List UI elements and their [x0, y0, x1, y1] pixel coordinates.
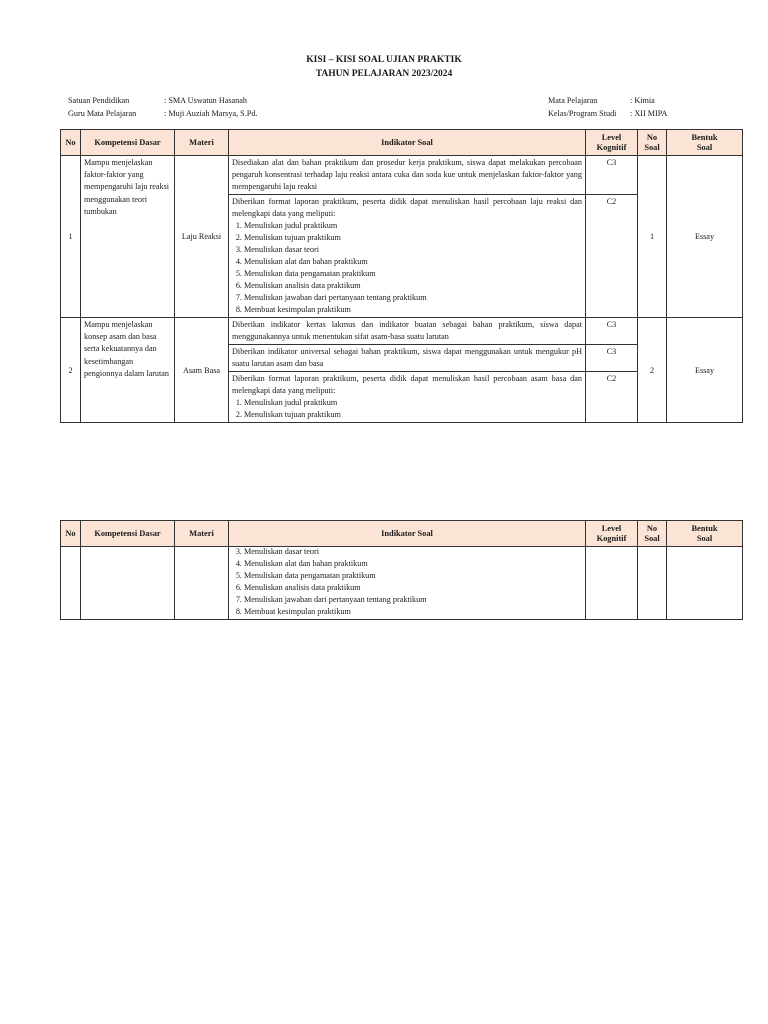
table-row	[61, 547, 743, 620]
cell-bentuk-soal	[667, 547, 743, 620]
meta-value: : Muji Auziah Marsya, S.Pd.	[164, 109, 258, 118]
header-kompetensi-dasar: Kompetensi Dasar	[81, 130, 175, 156]
meta-satuan-pendidikan	[68, 94, 257, 107]
list-item: 3. Menuliskan dasar teori	[244, 546, 582, 558]
meta-right	[548, 94, 667, 120]
header-no: No	[61, 521, 81, 547]
header-text: Bentuk	[691, 132, 718, 142]
indikator-list	[232, 220, 582, 316]
meta-guru	[68, 107, 257, 120]
cell-materi	[175, 547, 229, 620]
list-item: 8. Membuat kesimpulan praktikum	[244, 606, 582, 618]
cell-indikator	[229, 547, 586, 620]
cell-indikator: Diberikan indikator kertas lakmus dan indikator buatan sebagai bahan praktikum, siswa dapat menggunakannya untuk menentukan sifat asam-basa suatu larutan	[229, 318, 586, 345]
header-text: Soal	[696, 142, 713, 152]
meta-label: Kelas/Program Studi	[548, 109, 617, 118]
header-kompetensi-dasar: Kompetensi Dasar	[81, 521, 175, 547]
header-level-kognitif	[586, 521, 638, 547]
meta-label: Satuan Pendidikan	[68, 96, 130, 105]
list-item: 2. Menuliskan tujuan praktikum	[244, 232, 582, 244]
header-text: No	[646, 132, 658, 142]
meta-label: Guru Mata Pelajaran	[68, 109, 137, 118]
cell-no: 2	[61, 318, 81, 423]
header-text: Kognitif	[596, 142, 627, 152]
cell-indikator	[229, 195, 586, 318]
document-title: KISI – KISI SOAL UJIAN PRAKTIK	[306, 55, 462, 65]
table-header-row	[61, 521, 743, 547]
list-item: 6. Menuliskan analisis data praktikum	[244, 280, 582, 292]
indikator-list	[232, 397, 582, 421]
cell-kompetensi-dasar: Mampu menjelaskan faktor-faktor yang mempengaruhi laju reaksi menggunakan teori tumbukan	[81, 156, 175, 318]
meta-value: : XII MIPA	[630, 109, 668, 118]
header-no-soal	[638, 521, 667, 547]
list-item: 6. Menuliskan analisis data praktikum	[244, 582, 582, 594]
cell-no-soal: 2	[638, 318, 667, 423]
header-text: Level	[601, 132, 622, 142]
cell-level: C3	[586, 318, 638, 345]
cell-bentuk-soal: Essay	[667, 318, 743, 423]
header-text: Kognitif	[596, 533, 627, 543]
table-row	[61, 318, 743, 345]
header-bentuk-soal	[667, 521, 743, 547]
header-level-kognitif	[586, 130, 638, 156]
kisi-table	[60, 129, 743, 423]
cell-indikator	[229, 372, 586, 423]
meta-value: : SMA Uswatun Hasanah	[164, 96, 248, 105]
cell-no: 1	[61, 156, 81, 318]
indikator-text: Diberikan format laporan praktikum, peserta didik dapat menuliskan hasil percobaan asam basa dan melengkapi data yang meliputi:	[232, 374, 582, 395]
cell-bentuk-soal: Essay	[667, 156, 743, 318]
meta-value: : Kimia	[630, 96, 655, 105]
cell-no-soal: 1	[638, 156, 667, 318]
cell-level: C2	[586, 195, 638, 318]
cell-indikator: Diberikan indikator universal sebagai bahan praktikum, siswa dapat menggunakan untuk mengukur pH suatu larutan asam dan basa	[229, 345, 586, 372]
header-materi: Materi	[175, 521, 229, 547]
cell-level: C2	[586, 372, 638, 423]
document-subtitle: TAHUN PELAJARAN 2023/2024	[315, 69, 453, 79]
table-row	[61, 156, 743, 195]
header-bentuk-soal	[667, 130, 743, 156]
cell-materi: Asam Basa	[175, 318, 229, 423]
table-header-row	[61, 130, 743, 156]
list-item: 4. Menuliskan alat dan bahan praktikum	[244, 256, 582, 268]
list-item: 7. Menuliskan jawaban dari pertanyaan tentang praktikum	[244, 292, 582, 304]
header-text: Soal	[644, 142, 660, 152]
cell-materi: Laju Reaksi	[175, 156, 229, 318]
cell-no-soal	[638, 547, 667, 620]
header-no-soal	[638, 130, 667, 156]
header-text: Soal	[696, 533, 713, 543]
header-text: Soal	[644, 533, 660, 543]
header-indikator-soal: Indikator Soal	[229, 130, 586, 156]
cell-kompetensi-dasar	[81, 547, 175, 620]
meta-mata-pelajaran	[548, 94, 667, 107]
cell-level: C3	[586, 345, 638, 372]
cell-level	[586, 547, 638, 620]
meta-left	[68, 94, 257, 120]
header-no: No	[61, 130, 81, 156]
list-item: 1. Menuliskan judul praktikum	[244, 220, 582, 232]
indikator-text: Diberikan format laporan praktikum, peserta didik dapat menuliskan hasil percobaan laju reaksi dan melengkapi data yang meliputi:	[232, 197, 582, 218]
list-item: 1. Menuliskan judul praktikum	[244, 397, 582, 409]
list-item: 2. Menuliskan tujuan praktikum	[244, 409, 582, 421]
cell-no	[61, 547, 81, 620]
cell-indikator: Disediakan alat dan bahan praktikum dan prosedur kerja praktikum, siswa dapat melakukan percobaan pengaruh konsentrasi terhadap laju reaksi antara cuka dan soda kue untuk menjelaskan faktor-faktor yang mempengaruhi laju reaksi	[229, 156, 586, 195]
indikator-list	[232, 546, 582, 618]
header-text: Bentuk	[691, 523, 718, 533]
list-item: 7. Menuliskan jawaban dari pertanyaan tentang praktikum	[244, 594, 582, 606]
kisi-table-continuation	[60, 520, 743, 620]
list-item: 5. Menuliskan data pengamatan praktikum	[244, 268, 582, 280]
meta-kelas	[548, 107, 667, 120]
header-indikator-soal: Indikator Soal	[229, 521, 586, 547]
list-item: 3. Menuliskan dasar teori	[244, 244, 582, 256]
cell-level: C3	[586, 156, 638, 195]
list-item: 5. Menuliskan data pengamatan praktikum	[244, 570, 582, 582]
list-item: 8. Membuat kesimpulan praktikum	[244, 304, 582, 316]
cell-kompetensi-dasar: Mampu menjelaskan konsep asam dan basa serta kekuatannya dan kesetimbangan pengionnya dalam larutan	[81, 318, 175, 423]
header-materi: Materi	[175, 130, 229, 156]
header-text: No	[646, 523, 658, 533]
header-text: Level	[601, 523, 622, 533]
meta-label: Mata Pelajaran	[548, 96, 598, 105]
list-item: 4. Menuliskan alat dan bahan praktikum	[244, 558, 582, 570]
